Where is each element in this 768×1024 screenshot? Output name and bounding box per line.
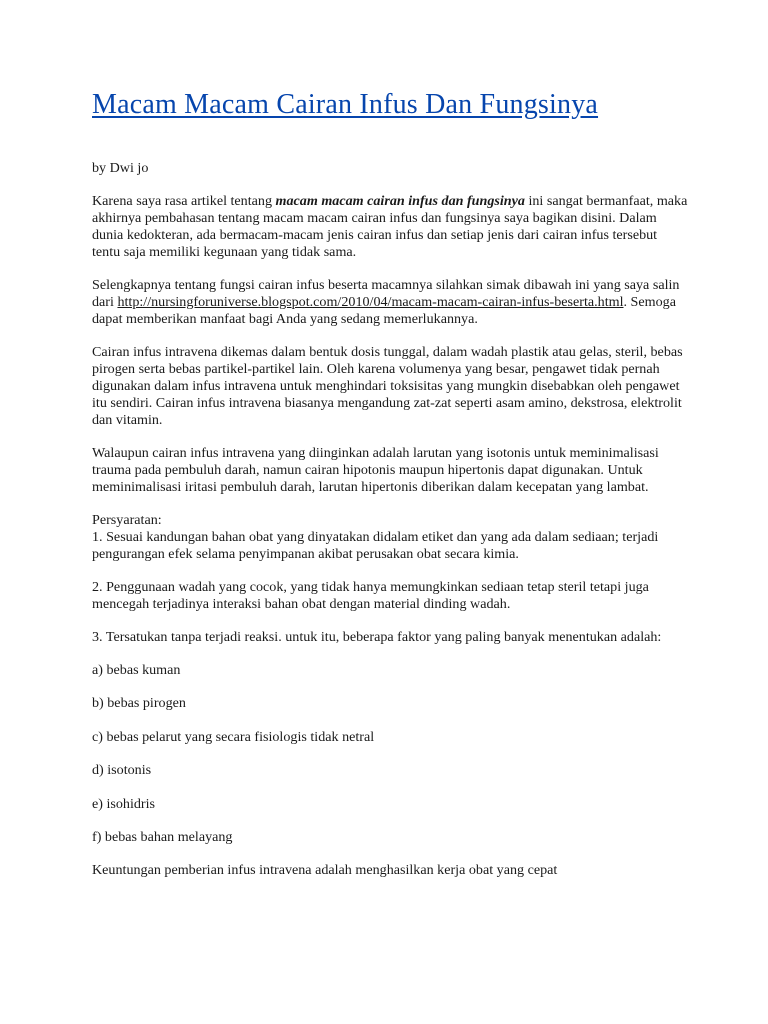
requirement-2: 2. Penggunaan wadah yang cocok, yang tidak hanya memungkinkan sediaan tetap steril tetapi juga mencegah terjadinya interaksi bahan obat dengan material dinding wadah. xyxy=(92,579,649,612)
paragraph-packaging: Cairan infus intravena dikemas dalam bentuk dosis tunggal, dalam wadah plastik atau gelas, steril, bebas pirogen serta bebas partikel-partikel lain. Oleh karena volumenya yang besar, pengawet tidak pernah digunakan dalam infus intravena untuk menghindari toksisitas yang mungkin disebabkan oleh pengawet itu sendiri. Cairan infus intravena biasanya mengandung zat-zat seperti asam amino, dekstrosa, elektrolit dan vitamin. xyxy=(92,344,683,428)
article-body xyxy=(92,160,688,879)
requirement-3: 3. Tersatukan tanpa terjadi reaksi. untuk itu, beberapa faktor yang paling banyak menentukan adalah: xyxy=(92,629,662,645)
list-item: d) isotonis xyxy=(92,762,152,779)
requirement-1: 1. Sesuai kandungan bahan obat yang dinyatakan didalam etiket dan yang ada dalam sediaan; terjadi pengurangan efek selama penyimpanan akibat perusakan obat secara kimia. xyxy=(92,529,659,562)
list-item: e) isohidris xyxy=(92,795,156,812)
source-text-start: Selengkapnya tentang fungsi cairan infus beserta macamnya silahkan simak dibawah ini yang saya salin dari xyxy=(92,277,680,310)
list-item: a) bebas kuman xyxy=(92,662,181,678)
source-text-end: . Semoga dapat memberikan manfaat bagi Anda yang sedang memerlukannya. xyxy=(92,294,676,327)
list-item: c) bebas pelarut yang secara fisiologis tidak netral xyxy=(92,728,375,745)
intro-text-start: Karena saya rasa artikel tentang xyxy=(92,193,276,209)
intro-text-end: ini sangat bermanfaat, maka akhirnya pembahasan tentang macam macam cairan infus dan fungsinya saya bagikan disini. Dalam dunia kedokteran, ada bermacam-macam jenis cairan infus dan setiap jenis dari cairan infus tersebut tentu saja memiliki kegunaan yang tidak sama. xyxy=(92,193,688,260)
source-link[interactable]: http://nursingforuniverse.blogspot.com/2010/04/macam-macam-cairan-infus-beserta.html xyxy=(117,294,624,310)
list-item: f) bebas bahan melayang xyxy=(92,828,233,845)
article-title xyxy=(92,88,688,122)
paragraph-intro xyxy=(92,193,688,261)
requirements-heading: Persyaratan: xyxy=(92,512,162,528)
requirements-block xyxy=(92,512,688,563)
paragraph-advantage: Keuntungan pemberian infus intravena adalah menghasilkan kerja obat yang cepat xyxy=(92,862,558,879)
paragraph-source xyxy=(92,277,688,328)
list-item: b) bebas pirogen xyxy=(92,695,186,712)
article-title-link[interactable]: Macam Macam Cairan Infus Dan Fungsinya xyxy=(92,89,599,120)
author-line: by Dwi jo xyxy=(92,160,149,176)
intro-emphasis: macam macam cairan infus dan fungsinya xyxy=(275,193,525,209)
paragraph-isotonic: Walaupun cairan infus intravena yang diinginkan adalah larutan yang isotonis untuk meminimalisasi trauma pada pembuluh darah, namun cairan hipotonis maupun hipertonis dapat digunakan. Untuk meminimalisasi iritasi pembuluh darah, larutan hipertonis diberikan dalam kecepatan yang lambat. xyxy=(92,445,659,495)
